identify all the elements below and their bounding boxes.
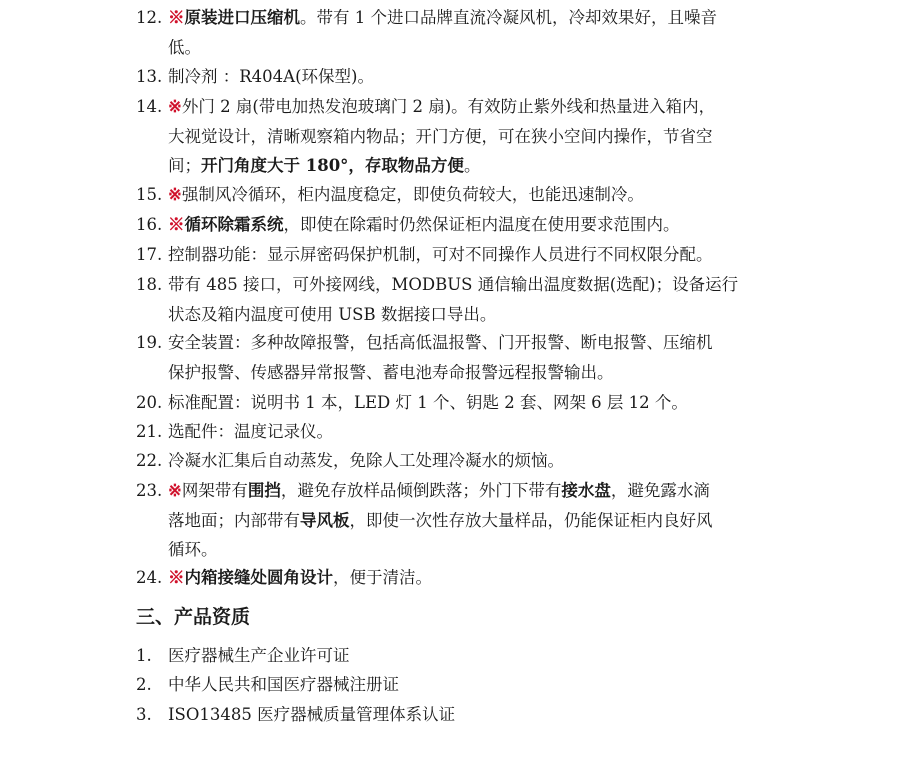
reference-mark: ※ (168, 97, 182, 116)
text-run: ，避免露水滴 (610, 481, 710, 500)
item-text (168, 270, 776, 329)
text-run: 制冷剂 ：R404A(环保型)。 (168, 67, 374, 86)
spec-item (136, 240, 776, 270)
item-text (168, 3, 776, 62)
item-text-line (168, 388, 776, 418)
spec-item (136, 3, 776, 62)
text-run: ，避免存放样品倾倒跌落；外门下带有 (280, 481, 562, 500)
item-number: 21. (136, 422, 163, 441)
section-heading-qualifications: 三、产品资质 (136, 606, 251, 628)
text-run: 。 (463, 156, 481, 175)
text-run: 带有 485 接口，可外接网线，MODBUS 通信输出温度数据(选配)；设备运行 (168, 275, 739, 294)
item-number: 19. (136, 333, 163, 352)
item-number: 18. (136, 275, 163, 294)
item-text-line (168, 476, 776, 506)
text-run: 外门 2 扇(带电加热发泡玻璃门 2 扇)。有效防止紫外线和热量进入箱内， (181, 97, 716, 116)
emphasis-text: 开门角度大于 180°，存取物品方便 (201, 156, 464, 175)
item-number: 14. (136, 97, 163, 116)
reference-mark: ※ (168, 568, 185, 587)
item-text-line (168, 535, 776, 565)
item-text (168, 62, 776, 92)
item-number: 24. (136, 568, 163, 587)
emphasis-text: 接水盘 (561, 481, 611, 500)
qualification-number: 3. (136, 705, 152, 724)
qualification-item (136, 670, 776, 700)
text-run: 落地面；内部带有 (168, 510, 300, 530)
emphasis-text: 导风板 (300, 510, 350, 530)
text-run: 状态及箱内温度可使用 USB 数据接口导出。 (168, 304, 497, 324)
text-run: ，便于清洁。 (333, 568, 432, 587)
spec-item (136, 417, 776, 447)
item-text-line (168, 92, 776, 122)
item-number: 20. (136, 393, 163, 412)
item-text (168, 180, 776, 210)
item-number: 23. (136, 481, 163, 500)
item-text-line (168, 417, 776, 447)
emphasis-text: 原装进口压缩机 (184, 8, 300, 27)
item-number: 12. (136, 8, 163, 27)
qualification-number: 1. (136, 646, 152, 665)
reference-mark: ※ (168, 8, 185, 27)
item-text (168, 240, 776, 270)
text-run: 安全装置：多种故障报警，包括高低温报警、门开报警、断电报警、压缩机 (168, 333, 713, 352)
item-number: 22. (136, 451, 163, 470)
spec-item (136, 388, 776, 418)
qualification-text: 医疗器械生产企业许可证 (168, 646, 350, 665)
item-text (168, 446, 776, 476)
item-text-line (168, 240, 776, 270)
item-text (168, 476, 776, 565)
item-number: 13. (136, 67, 163, 86)
item-text (168, 328, 776, 387)
item-text-line (168, 300, 776, 330)
item-text (168, 563, 776, 593)
reference-mark: ※ (168, 215, 185, 234)
item-text (168, 388, 776, 418)
qualification-item (136, 700, 776, 730)
reference-mark: ※ (168, 185, 182, 204)
item-text-line (168, 151, 776, 181)
item-text-line (168, 506, 776, 536)
emphasis-text: 循环除霜系统 (184, 215, 284, 234)
spec-item (136, 563, 776, 593)
item-text-line (168, 358, 776, 388)
text-run: 强制风冷循环，柜内温度稳定，即使负荷较大，也能迅速制冷。 (181, 185, 644, 204)
item-number: 16. (136, 215, 163, 234)
qualification-number: 2. (136, 675, 152, 694)
item-text-line (168, 563, 776, 593)
item-text-line (168, 33, 776, 63)
qualification-text: 中华人民共和国医疗器械注册证 (168, 675, 399, 694)
text-run: 选配件：温度记录仪。 (168, 422, 333, 441)
spec-item (136, 270, 776, 329)
text-run: 保护报警、传感器异常报警、蓄电池寿命报警远程报警输出。 (168, 362, 614, 382)
item-number: 17. (136, 245, 163, 264)
spec-item (136, 210, 776, 240)
item-text-line (168, 446, 776, 476)
text-run: 低。 (168, 37, 201, 57)
text-run: 网架带有 (181, 481, 248, 500)
item-text-line (168, 270, 776, 300)
text-run: ，即使在除霜时仍然保证柜内温度在使用要求范围内。 (283, 215, 680, 234)
item-text-line (168, 122, 776, 152)
qualification-item (136, 641, 776, 671)
item-text (168, 210, 776, 240)
item-text-line (168, 62, 776, 92)
text-run: 间； (168, 156, 201, 175)
spec-item (136, 476, 776, 565)
text-run: 控制器功能：显示屏密码保护机制，可对不同操作人员进行不同权限分配。 (168, 245, 713, 264)
item-text-line (168, 3, 776, 33)
emphasis-text: 围挡 (247, 481, 281, 500)
text-run: 循环。 (168, 540, 218, 559)
item-text (168, 417, 776, 447)
item-text-line (168, 210, 776, 240)
emphasis-text: 内箱接缝处圆角设计 (184, 568, 333, 587)
text-run: ，即使一次性存放大量样品，仍能保证柜内良好风 (349, 510, 713, 530)
spec-item (136, 446, 776, 476)
text-run: 冷凝水汇集后自动蒸发，免除人工处理冷凝水的烦恼。 (168, 451, 564, 470)
qualification-text: ISO13485 医疗器械质量管理体系认证 (168, 705, 456, 724)
item-number: 15. (136, 185, 163, 204)
spec-item (136, 62, 776, 92)
item-text-line (168, 180, 776, 210)
item-text (168, 92, 776, 181)
text-run: 标准配置：说明书 1 本，LED 灯 1 个、钥匙 2 套、网架 6 层 12 个。 (168, 393, 688, 412)
reference-mark: ※ (168, 481, 182, 500)
spec-item (136, 328, 776, 387)
text-run: 大视觉设计，清晰观察箱内物品；开门方便，可在狭小空间内操作，节省空 (168, 126, 713, 146)
spec-item (136, 180, 776, 210)
spec-item (136, 92, 776, 181)
text-run: 。带有 1 个进口品牌直流冷凝风机，冷却效果好，且噪音 (300, 8, 717, 27)
item-text-line (168, 328, 776, 358)
